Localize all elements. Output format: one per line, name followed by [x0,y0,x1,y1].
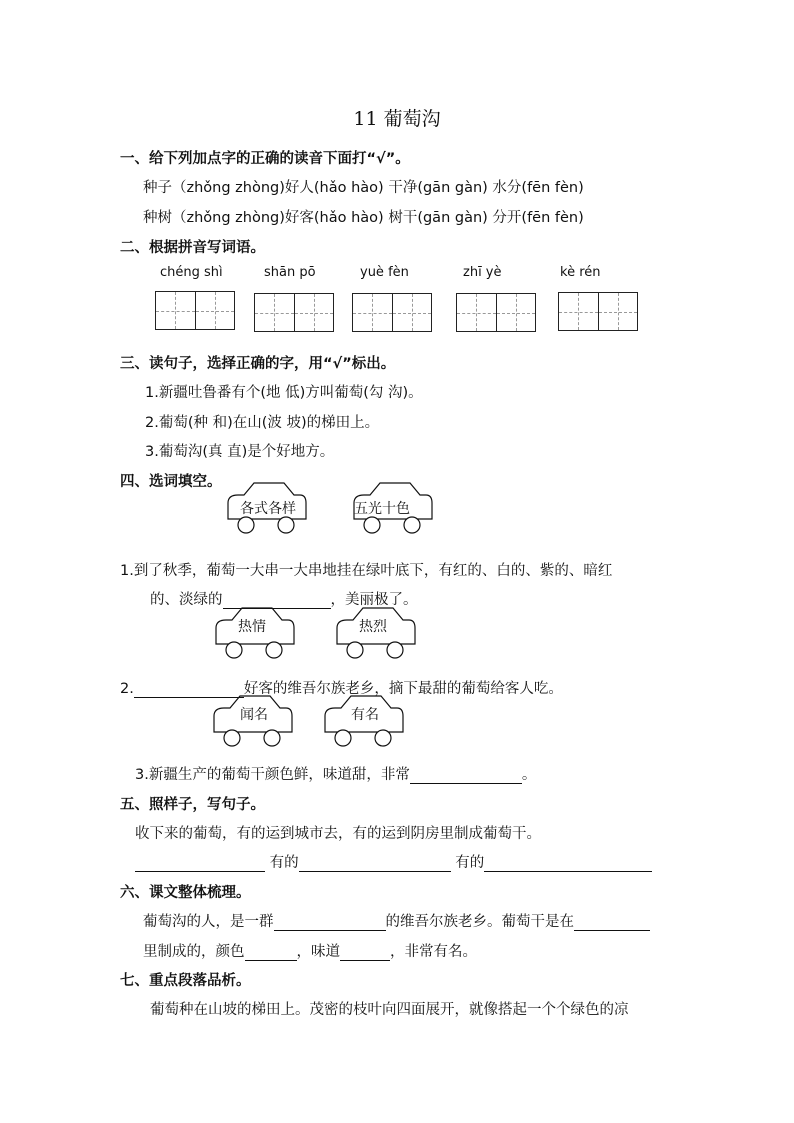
word-car-5 [210,692,294,750]
s4-q2-pre: 2. [120,681,134,697]
blank-s5-3[interactable] [484,855,652,872]
s7-paragraph: 葡萄种在山坡的梯田上。茂密的枝叶向四面展开，就像搭起一个个绿色的凉 [150,1002,629,1018]
blank-s5-2[interactable] [299,855,451,872]
s1-line-1: 种子（zhǒng zhòng)好人(hǎo hào) 干净(gān gàn) 水分(fēn fèn) [143,180,584,196]
word-car-1 [224,479,308,537]
word-car-6 [321,692,405,750]
word-option: 闻名 [240,707,268,723]
s6-b3: ，非常有名。 [390,944,477,960]
writing-grid-4[interactable] [456,293,536,332]
blank-s6-1[interactable] [274,914,386,931]
section-3-heading: 三、读句子，选择正确的字，用“√”标出。 [120,356,396,372]
pinyin-4: zhī yè [463,265,502,280]
blank-q3[interactable] [410,767,522,784]
s3-item-3: 3.葡萄沟(真 直)是个好地方。 [145,444,335,460]
s3-item-2: 2.葡萄(种 和)在山(波 坡)的梯田上。 [145,415,380,431]
pinyin-3: yuè fèn [360,265,409,280]
word-option: 热情 [238,619,266,635]
s4-q1-line-1: 1.到了秋季，葡萄一大串一大串地挂在绿叶底下，有红的、白的、紫的、暗红 [120,563,613,579]
pinyin-1: chéng shì [160,265,223,280]
writing-grid-1[interactable] [155,291,235,330]
blank-s6-4[interactable] [340,944,390,961]
word-option: 各式各样 [240,501,296,517]
writing-grid-2[interactable] [254,293,334,332]
s5-fill-a: 有的 [269,855,299,871]
s4-q2-post: 好客的维吾尔族老乡，摘下最甜的葡萄给客人吃。 [243,681,563,697]
section-1-heading: 一、给下列加点字的正确的读音下面打“√”。 [120,151,410,167]
blank-s5-1[interactable] [135,855,265,872]
s4-q3 [135,763,536,784]
s4-q3-post: 。 [521,767,537,783]
word-car-2 [350,479,434,537]
blank-s6-3[interactable] [245,944,297,961]
s6-b1: 里制成的，颜色 [143,944,245,960]
section-4-heading: 四、选词填空。 [120,474,222,490]
s6-line-1 [143,910,650,931]
word-option: 有名 [351,707,379,723]
s6-b2: ，味道 [296,944,340,960]
s5-fill-b: 有的 [455,855,485,871]
s4-q3-pre: 3.新疆生产的葡萄干颜色鲜，味道甜，非常 [135,767,410,783]
s6-a1: 葡萄沟的人，是一群 [143,914,274,930]
pinyin-2: shān pō [264,265,316,280]
page-title: 11 葡萄沟 [353,108,441,130]
word-option: 热烈 [359,619,387,635]
s4-q1-pre: 的、淡绿的 [150,592,223,608]
s5-fill-line [135,851,652,872]
writing-grid-3[interactable] [352,293,432,332]
section-7-heading: 七、重点段落品析。 [120,973,251,989]
s6-line-2 [143,940,477,961]
writing-grid-5[interactable] [558,292,638,331]
section-6-heading: 六、课文整体梳理。 [120,885,251,901]
section-2-heading: 二、根据拼音写词语。 [120,240,265,256]
section-5-heading: 五、照样子，写句子。 [120,797,265,813]
s6-a2: 的维吾尔族老乡。葡萄干是在 [385,914,574,930]
pinyin-5: kè rén [560,265,601,280]
blank-s6-2[interactable] [574,914,650,931]
word-option: 五光十色 [354,501,410,517]
s4-q1-post: ，美丽极了。 [330,592,418,608]
s1-line-2: 种树（zhǒng zhòng)好客(hǎo hào) 树干(gān gàn) 分开(fēn fèn) [143,210,584,226]
s3-item-1: 1.新疆吐鲁番有个(地 低)方叫葡萄(勾 沟)。 [145,385,423,401]
s5-example: 收下来的葡萄，有的运到城市去，有的运到阴房里制成葡萄干。 [135,826,541,842]
word-car-3 [212,604,296,662]
word-car-4 [333,604,417,662]
